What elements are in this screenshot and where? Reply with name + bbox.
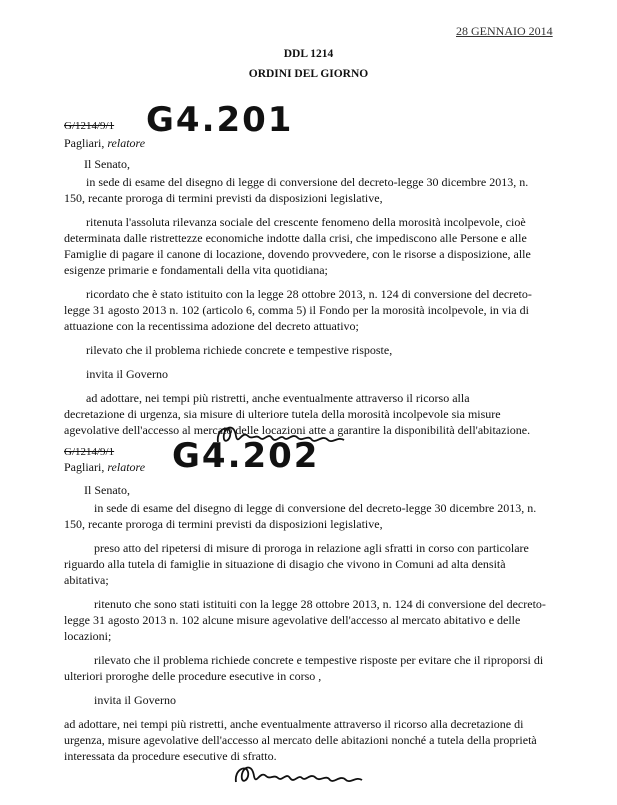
paragraph: 150, recante proroga di termini previsti da disposizioni legislative,	[64, 191, 383, 205]
reporter-role: relatore	[107, 460, 146, 474]
paragraph: invita il Governo	[86, 367, 168, 381]
paragraph: agevolative dell'accesso al mercato delle locazioni atte a garantire la disponibilità dell'abitazione.	[64, 423, 531, 437]
paragraph: in sede di esame del disegno di legge di conversione del decreto-legge 30 dicembre 2013, n.	[86, 175, 529, 189]
paragraph: ritenuto che sono stati istituiti con la legge 28 ottobre 2013, n. 124 di conversione del decreto-	[94, 597, 546, 611]
document-title: ORDINI DEL GIORNO	[248, 68, 369, 80]
paragraph: rilevato che il problema richiede concrete e tempestive risposte per evitare che il riproporsi di	[94, 653, 544, 667]
paragraph: urgenza, misure agevolative dell'accesso al mercato delle abitazioni nonché a tutela della proprietà	[64, 733, 537, 747]
reporter-name: Pagliari,	[64, 136, 105, 150]
paragraph: determinata dalle ristrettezze economiche indotte dalla crisi, che impediscono alle Persone e alle	[64, 231, 527, 245]
paragraph: locazioni;	[64, 629, 112, 643]
paragraph: interessata da procedure esecutive di sfratto.	[64, 749, 277, 763]
paragraph: riguardo alla tutela di famiglie in situazione di disagio che vivono in Comuni ad alta densità	[64, 557, 506, 571]
paragraph: Il Senato,	[84, 483, 130, 497]
struck-order-code: G/1214/9/1	[64, 120, 115, 132]
paragraph: abitativa;	[64, 573, 109, 587]
paragraph: decretazione di urgenza, sia misure di ulteriore tutela della morosità incolpevole sia misure	[64, 407, 501, 421]
struck-order-code: G/1214/9/1	[64, 446, 115, 458]
reporter	[64, 136, 145, 151]
handwritten-order-code: G4.202	[172, 436, 320, 476]
paragraph: attuazione con la recentissima adozione del decreto attuativo;	[64, 319, 359, 333]
reporter	[64, 460, 145, 475]
document-date: 28 GENNAIO 2014	[456, 24, 553, 38]
bill-number: DDL 1214	[283, 48, 334, 60]
handwritten-signature	[230, 760, 370, 792]
paragraph: esigenze primarie e fondamentali della vita quotidiana;	[64, 263, 328, 277]
paragraph: invita il Governo	[94, 693, 176, 707]
paragraph: Famiglie di pagare il canone di locazione, dovendo provvedere, con le risorse a disposizione, alle	[64, 247, 531, 261]
paragraph: ad adottare, nei tempi più ristretti, anche eventualmente attraverso il ricorso alla	[86, 391, 470, 405]
reporter-role: relatore	[107, 136, 146, 150]
paragraph: ricordato che è stato istituito con la legge 28 ottobre 2013, n. 124 di conversione del decreto-	[86, 287, 532, 301]
handwritten-order-code: G4.201	[146, 100, 294, 140]
paragraph: preso atto del ripetersi di misure di proroga in relazione agli sfratti in corso con particolare	[94, 541, 529, 555]
paragraph: 150, recante proroga di termini previsti da disposizioni legislative,	[64, 517, 383, 531]
paragraph: legge 31 agosto 2013 n. 102 (articolo 6, comma 5) il Fondo per la morosità incolpevole, in via di	[64, 303, 529, 317]
reporter-name: Pagliari,	[64, 460, 105, 474]
paragraph: Il Senato,	[84, 157, 130, 171]
paragraph: rilevato che il problema richiede concrete e tempestive risposte,	[86, 343, 393, 357]
paragraph: ulteriori proroghe delle procedure esecutive in corso ,	[64, 669, 322, 683]
paragraph: ritenuta l'assoluta rilevanza sociale del crescente fenomeno della morosità incolpevole, cioè	[86, 215, 526, 229]
paragraph: legge 31 agosto 2013 n. 102 alcune misure agevolative dell'accesso al mercato abitativo e delle	[64, 613, 521, 627]
paragraph: in sede di esame del disegno di legge di conversione del decreto-legge 30 dicembre 2013, n.	[94, 501, 537, 515]
paragraph: ad adottare, nei tempi più ristretti, anche eventualmente attraverso il ricorso alla decretazione di	[64, 717, 524, 731]
